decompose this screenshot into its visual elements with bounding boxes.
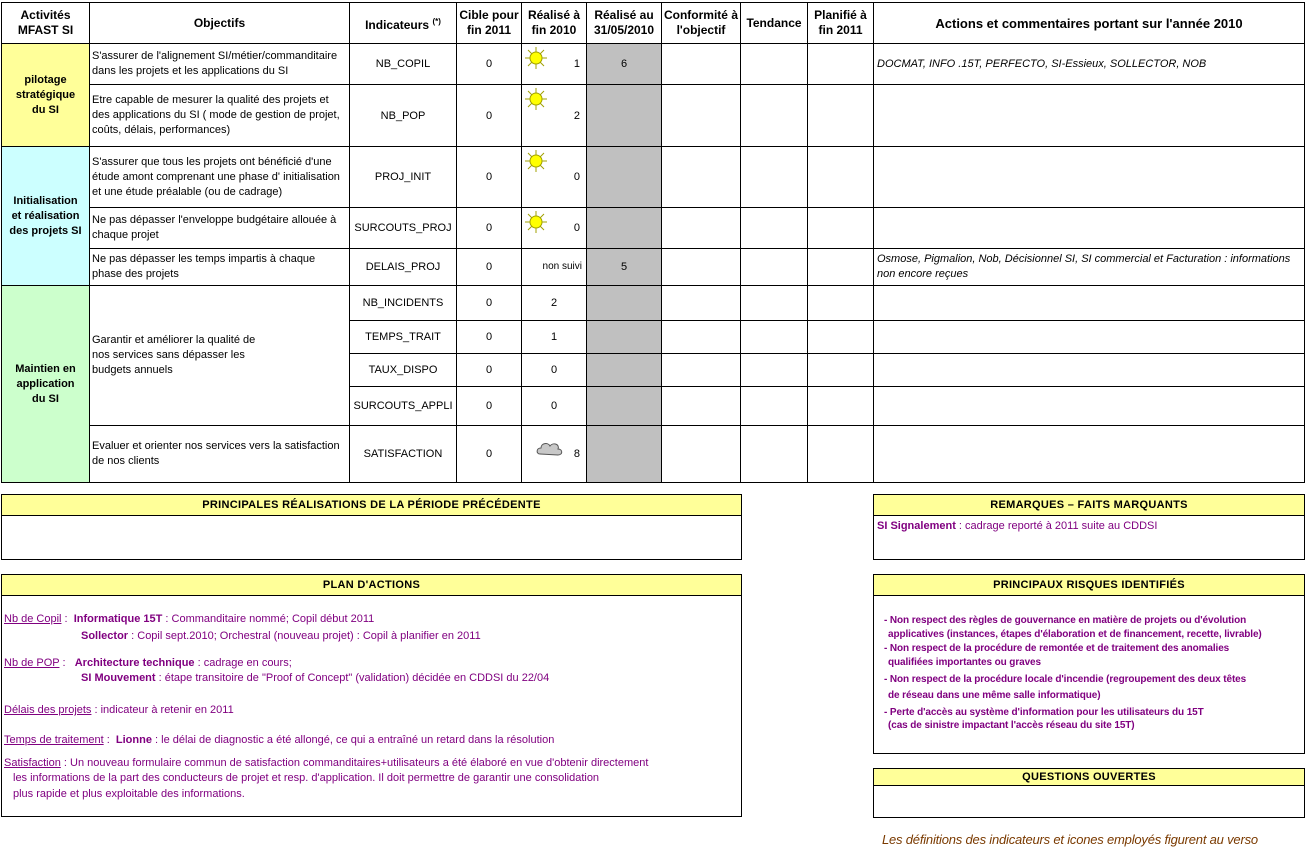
realized-value: 2 bbox=[573, 109, 580, 122]
plan-copil-l2-text: : Copil sept.2010; Orchestral (nouveau projet) : Copil à planifier en 2011 bbox=[128, 630, 481, 642]
conformite-cell bbox=[662, 44, 741, 85]
plan-delais-line bbox=[4, 703, 234, 717]
conformite-cell bbox=[662, 426, 741, 483]
conformite-cell bbox=[662, 286, 741, 321]
indicator-cell: NB_COPIL bbox=[350, 44, 457, 85]
risque-line: qualifiées importantes ou graves bbox=[888, 657, 1041, 668]
col-header-objectifs: Objectifs bbox=[90, 3, 350, 44]
plan-satis-line-3: plus rapide et plus exploitable des informations. bbox=[13, 788, 245, 800]
objective-cell: Ne pas dépasser l'enveloppe budgétaire allouée à chaque projet bbox=[90, 208, 350, 249]
realized-date-cell: 6 bbox=[587, 44, 662, 85]
sun-icon bbox=[525, 211, 547, 233]
realized-date-cell bbox=[587, 426, 662, 483]
risque-line: applicatives (instances, étapes d'élaboration et de financement, recette, livrable) bbox=[888, 629, 1262, 640]
target-cell: 0 bbox=[457, 85, 522, 147]
plan-temps-line: Temps de traitement : Lionne : le délai de diagnostic a été allongé, ce qui a entraîné un retard dans la résolution bbox=[4, 734, 555, 746]
col-header-conformite: Conformité à l'objectif bbox=[662, 3, 741, 44]
target-cell: 0 bbox=[457, 321, 522, 354]
plan-pop-line-1: Nb de POP : Architecture technique : cadrage en cours; bbox=[4, 657, 292, 669]
target-cell: 0 bbox=[457, 147, 522, 208]
target-cell: 0 bbox=[457, 286, 522, 321]
realisations-title: PRINCIPALES RÉALISATIONS DE LA PÉRIODE PRÉCÉDENTE bbox=[2, 495, 741, 516]
realized-date-cell bbox=[587, 286, 662, 321]
plan-pop-l1-text: : cadrage en cours; bbox=[194, 657, 292, 669]
indicator-cell: TAUX_DISPO bbox=[350, 354, 457, 387]
realized-cell bbox=[522, 321, 587, 354]
objective-cell: S'assurer de l'alignement SI/métier/commanditaire dans les projets et les applications du SI bbox=[90, 44, 350, 85]
plan-actions-box bbox=[1, 574, 742, 817]
target-cell: 0 bbox=[457, 354, 522, 387]
plan-actions-title: PLAN D'ACTIONS bbox=[2, 575, 741, 596]
indicator-cell: NB_INCIDENTS bbox=[350, 286, 457, 321]
col-header-realise-2010: Réalisé à fin 2010 bbox=[522, 3, 587, 44]
table-row bbox=[2, 426, 1305, 483]
planifie-cell bbox=[808, 426, 874, 483]
tendance-cell bbox=[741, 286, 808, 321]
conformite-cell bbox=[662, 208, 741, 249]
table-row bbox=[2, 85, 1305, 147]
realized-date-cell bbox=[587, 321, 662, 354]
sun-icon bbox=[525, 88, 547, 110]
activity-initialisation: Initialisation et réalisation des projets SI bbox=[2, 147, 90, 286]
planifie-cell bbox=[808, 147, 874, 208]
comment-cell bbox=[874, 354, 1305, 387]
comment-cell bbox=[874, 426, 1305, 483]
conformite-cell bbox=[662, 85, 741, 147]
plan-copil-line-1: Nb de Copil : Informatique 15T : Commanditaire nommé; Copil début 2011 bbox=[4, 613, 375, 625]
activity-maintien: Maintien en application du SI bbox=[2, 286, 90, 483]
col-header-indicateurs bbox=[350, 3, 457, 44]
plan-satis-line-2: les informations de la part des conducteurs de projet et resp. d'application. Il doit permettre de garantir une consolidation bbox=[13, 772, 600, 784]
objective-cell: Etre capable de mesurer la qualité des projets et des applications du SI ( mode de gestion de projet, coûts, délais, performances) bbox=[90, 85, 350, 147]
indicator-cell: TEMPS_TRAIT bbox=[350, 321, 457, 354]
realisations-box bbox=[1, 494, 742, 560]
realized-value: 0 bbox=[550, 364, 558, 376]
tendance-cell bbox=[741, 426, 808, 483]
plan-temps-bold: Lionne bbox=[115, 734, 152, 746]
plan-delais-text: : indicateur à retenir en 2011 bbox=[91, 704, 234, 716]
realized-cell bbox=[522, 387, 587, 426]
realized-value: 0 bbox=[573, 222, 580, 234]
col-header-cible: Cible pour fin 2011 bbox=[457, 3, 522, 44]
risque-line: - Non respect de la procédure de remontée et de traitement des anomalies bbox=[884, 643, 1230, 654]
table-row bbox=[2, 249, 1305, 286]
risque-line: (cas de sinistre impactant l'accès réseau du site 15T) bbox=[888, 720, 1135, 731]
comment-cell bbox=[874, 286, 1305, 321]
plan-temps-text: : le délai de diagnostic a été allongé, ce qui a entraîné un retard dans la résolution bbox=[151, 734, 555, 746]
col-header-activites: Activités MFAST SI bbox=[2, 3, 90, 44]
remarques-label: SI Signalement bbox=[877, 520, 956, 532]
realized-cell bbox=[522, 85, 587, 147]
target-cell: 0 bbox=[457, 426, 522, 483]
tendance-cell bbox=[741, 85, 808, 147]
target-cell: 0 bbox=[457, 249, 522, 286]
table-row bbox=[2, 208, 1305, 249]
tendance-cell bbox=[741, 321, 808, 354]
target-cell: 0 bbox=[457, 208, 522, 249]
risque-line: - Non respect des règles de gouvernance en matière de projets ou d'évolution bbox=[884, 615, 1247, 626]
conformite-cell bbox=[662, 249, 741, 286]
realized-date-cell bbox=[587, 387, 662, 426]
realized-value: non suivi bbox=[542, 261, 582, 272]
sun-icon bbox=[525, 47, 547, 69]
table-row bbox=[2, 44, 1305, 85]
planifie-cell bbox=[808, 321, 874, 354]
plan-satis-label: Satisfaction bbox=[4, 757, 61, 769]
comment-cell bbox=[874, 387, 1305, 426]
realized-date-cell bbox=[587, 147, 662, 208]
realized-date-cell: 5 bbox=[587, 249, 662, 286]
remarques-title: REMARQUES – FAITS MARQUANTS bbox=[874, 495, 1304, 516]
objective-cell: Evaluer et orienter nos services vers la satisfaction de nos clients bbox=[90, 426, 350, 483]
risque-line: de réseau dans une même salle informatique) bbox=[888, 690, 1101, 701]
indicator-cell: NB_POP bbox=[350, 85, 457, 147]
sun-icon bbox=[525, 150, 547, 172]
realized-date-cell bbox=[587, 354, 662, 387]
conformite-cell bbox=[662, 321, 741, 354]
tendance-cell bbox=[741, 147, 808, 208]
plan-pop-l2-bold: SI Mouvement bbox=[81, 672, 156, 684]
col-header-planifie: Planifié à fin 2011 bbox=[808, 3, 874, 44]
col-header-realise-date: Réalisé au 31/05/2010 bbox=[587, 3, 662, 44]
realized-value: 1 bbox=[550, 331, 558, 343]
tendance-cell bbox=[741, 387, 808, 426]
realized-value: 0 bbox=[573, 171, 580, 183]
target-cell: 0 bbox=[457, 387, 522, 426]
planifie-cell bbox=[808, 286, 874, 321]
realized-value: 1 bbox=[573, 58, 580, 70]
comment-cell: Osmose, Pigmalion, Nob, Décisionnel SI, SI commercial et Facturation : informations non encore reçues bbox=[874, 249, 1305, 286]
realized-cell bbox=[522, 249, 587, 286]
tendance-cell bbox=[741, 354, 808, 387]
objective-cell: S'assurer que tous les projets ont bénéficié d'une étude amont comprenant une phase d' initialisation et une étude préalable (ou de cadrage) bbox=[90, 147, 350, 208]
comment-cell bbox=[874, 147, 1305, 208]
realized-cell bbox=[522, 208, 587, 249]
comment-cell bbox=[874, 208, 1305, 249]
remarques-content bbox=[874, 516, 1304, 536]
objective-cell: Garantir et améliorer la qualité de nos services sans dépasser les budgets annuels bbox=[90, 286, 350, 426]
planifie-cell bbox=[808, 208, 874, 249]
plan-copil-line-2 bbox=[81, 629, 481, 643]
plan-copil-label: Nb de Copil bbox=[4, 613, 62, 625]
activity-pilotage: pilotage stratégique du SI bbox=[2, 44, 90, 147]
realized-cell bbox=[522, 354, 587, 387]
indicateurs-label: Indicateurs bbox=[365, 17, 430, 32]
plan-pop-label: Nb de POP bbox=[4, 657, 60, 669]
realized-cell bbox=[522, 286, 587, 321]
table-row bbox=[2, 286, 1305, 321]
plan-temps-label: Temps de traitement bbox=[4, 734, 104, 746]
planifie-cell bbox=[808, 387, 874, 426]
realized-cell bbox=[522, 44, 587, 85]
cloud-icon bbox=[536, 440, 564, 458]
risque-line: - Non respect de la procédure locale d'incendie (regroupement des deux têtes bbox=[884, 674, 1247, 685]
risques-box bbox=[873, 574, 1305, 754]
plan-pop-l2-text: : étape transitoire de "Proof of Concept" (validation) décidée en CDDSI du 22/04 bbox=[155, 672, 550, 684]
conformite-cell bbox=[662, 387, 741, 426]
plan-satis-l1: : Un nouveau formulaire commun de satisfaction commanditaires+utilisateurs a été élaboré en vue d'obtenir directement bbox=[60, 757, 649, 769]
plan-satis-line-1 bbox=[4, 756, 648, 770]
planifie-cell bbox=[808, 354, 874, 387]
objective-cell: Ne pas dépasser les temps impartis à chaque phase des projets bbox=[90, 249, 350, 286]
col-header-actions: Actions et commentaires portant sur l'année 2010 bbox=[874, 3, 1305, 44]
footer-note: Les définitions des indicateurs et icones employés figurent au verso bbox=[882, 832, 1258, 847]
questions-box bbox=[873, 768, 1305, 818]
indicateurs-note: (*) bbox=[432, 16, 441, 26]
comment-cell bbox=[874, 321, 1305, 354]
comment-cell: DOCMAT, INFO .15T, PERFECTO, SI-Essieux, SOLLECTOR, NOB bbox=[874, 44, 1305, 85]
plan-pop-l1-bold: Architecture technique bbox=[74, 657, 195, 669]
indicator-cell: SURCOUTS_APPLI bbox=[350, 387, 457, 426]
indicator-cell: PROJ_INIT bbox=[350, 147, 457, 208]
risques-title: PRINCIPAUX RISQUES IDENTIFIÉS bbox=[874, 575, 1304, 596]
realized-cell bbox=[522, 426, 587, 483]
indicator-cell: SURCOUTS_PROJ bbox=[350, 208, 457, 249]
plan-copil-l2-bold: Sollector bbox=[81, 630, 129, 642]
realized-value: 2 bbox=[550, 297, 558, 309]
questions-title: QUESTIONS OUVERTES bbox=[874, 769, 1304, 786]
col-header-tendance: Tendance bbox=[741, 3, 808, 44]
risque-line: - Perte d'accès au système d'information pour les utilisateurs du 15T bbox=[884, 707, 1204, 718]
realized-value: 0 bbox=[550, 400, 558, 412]
planifie-cell bbox=[808, 44, 874, 85]
dashboard-table bbox=[1, 2, 1305, 483]
table-row bbox=[2, 147, 1305, 208]
indicator-cell: SATISFACTION bbox=[350, 426, 457, 483]
conformite-cell bbox=[662, 354, 741, 387]
plan-copil-l1-text: : Commanditaire nommé; Copil début 2011 bbox=[162, 613, 375, 625]
target-cell: 0 bbox=[457, 44, 522, 85]
plan-pop-line-2 bbox=[81, 671, 549, 685]
comment-cell bbox=[874, 85, 1305, 147]
header-row bbox=[2, 3, 1305, 44]
tendance-cell bbox=[741, 208, 808, 249]
plan-copil-l1-bold: Informatique 15T bbox=[73, 613, 163, 625]
planifie-cell bbox=[808, 85, 874, 147]
planifie-cell bbox=[808, 249, 874, 286]
plan-delais-label: Délais des projets bbox=[4, 704, 92, 716]
remarques-text: : cadrage reporté à 2011 suite au CDDSI bbox=[955, 520, 1158, 532]
remarques-box bbox=[873, 494, 1305, 560]
realized-date-cell bbox=[587, 208, 662, 249]
realized-cell bbox=[522, 147, 587, 208]
realized-date-cell bbox=[587, 85, 662, 147]
tendance-cell bbox=[741, 44, 808, 85]
tendance-cell bbox=[741, 249, 808, 286]
indicator-cell: DELAIS_PROJ bbox=[350, 249, 457, 286]
conformite-cell bbox=[662, 147, 741, 208]
realized-value: 8 bbox=[573, 448, 580, 460]
